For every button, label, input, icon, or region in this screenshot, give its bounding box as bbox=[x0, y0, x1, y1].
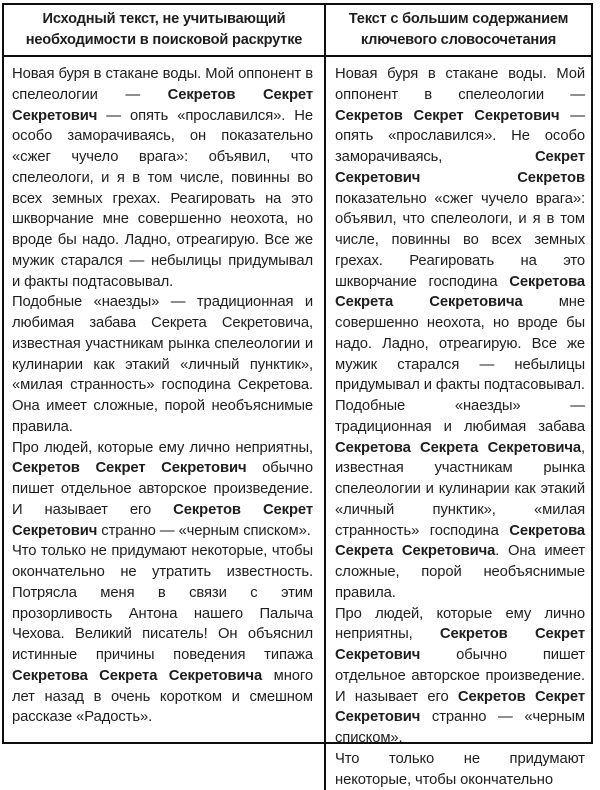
body-text: Что только не придумают некоторые, чтобы окончательно не утратить известность. Потрясла меня в связи с этим прозорливость Антона нашего Палыча Чехова. Великий писатель! Он объяснил истинные причины поведения типажа bbox=[12, 543, 313, 663]
keyword-phrase: Секрет Секретович Секретов bbox=[335, 149, 585, 186]
keyword-phrase: Секретова Секрета Секретовича bbox=[12, 667, 263, 684]
body-text: странно — «черным списком». bbox=[335, 709, 585, 746]
keyword-phrase: Секретов Секрет Секретович bbox=[335, 626, 585, 663]
column-header-keyword bbox=[326, 5, 591, 57]
paragraph bbox=[335, 604, 585, 749]
paragraph bbox=[12, 541, 313, 728]
body-text: Подобные «наезды» — традиционная и любимая забава Секрета Секретовича, известная участникам рынка спелеологии и кулинарии как этакий «личный пунктик», «милая странность» господина Секретова. Она имеет сложные, порой необъяснимые правила. bbox=[12, 294, 313, 435]
body-text: , известная участникам рынка спелеологии и кулинарии как этакий «личный пунктик», «милая странность» господина bbox=[335, 439, 585, 539]
header-line: Текст с большим содержанием bbox=[348, 10, 569, 27]
body-text: Новая буря в стакане воды. Мой оппонент в спелеологии — bbox=[335, 66, 585, 103]
paragraph bbox=[12, 292, 313, 437]
keyword-phrase: Секретов Секрет Секретович bbox=[335, 688, 585, 726]
body-text: — опять «прославился». Не особо заморачиваясь, bbox=[335, 107, 585, 165]
body-text: обычно пишет отдельное авторское произведение. И называет его bbox=[12, 460, 313, 518]
body-text: . Она имеет сложные, порой необъяснимые правила. bbox=[335, 543, 586, 601]
column-body-keyword bbox=[326, 57, 591, 790]
column-header-original bbox=[4, 5, 326, 57]
header-line: ключевого словосочетания bbox=[360, 31, 557, 48]
body-text: Про людей, которые ему лично неприятны, bbox=[12, 439, 313, 456]
keyword-phrase: Секретов Секрет Секретович bbox=[335, 107, 560, 124]
header-line: необходимости в поисковой раскрутке bbox=[25, 31, 303, 48]
column-body-original bbox=[4, 57, 326, 790]
body-text: — опять «прославился». Не особо заморачиваясь, он показательно «сжег чучело врага»: объявил, что спелеологи, и я в том числе, повинны во всех земных грехах. Реагировать на это шкворчание мне совершенно неохота, но вроде бы надо. Ладно, отреагирую. Все же мужик старался — небылицы придумывал и факты подтасовывал. bbox=[12, 107, 313, 290]
paragraph bbox=[12, 64, 313, 292]
paragraph bbox=[335, 64, 585, 396]
body-text: мне совершенно неохота, но вроде бы надо. Ладно, отреагирую. Все же мужик старался — небылицы придумывал и факты подтасовывал. bbox=[335, 294, 585, 394]
body-text: Про людей, которые ему лично неприятны, bbox=[335, 605, 585, 643]
body-text: много лет назад в очень коротком и смешном рассказе «Радость». bbox=[12, 667, 313, 726]
header-line: Исходный текст, не учитывающий bbox=[42, 10, 286, 27]
paragraph bbox=[335, 749, 585, 790]
keyword-phrase: Секретов Секрет Секретович bbox=[12, 86, 313, 124]
body-text: показательно «сжег чучело врага»: объявил, что спелеологи, и я в том числе, повинны во всех земных грехах. Реагировать на это шкворчание господина bbox=[335, 190, 585, 290]
body-text: Подобные «наезды» — традиционная и любимая забава bbox=[335, 398, 585, 435]
body-text: обычно пишет отдельное авторское произведение. И называет его bbox=[335, 647, 585, 705]
keyword-phrase: Секретов Секрет Секретович bbox=[12, 460, 247, 477]
paragraph bbox=[335, 396, 585, 604]
keyword-phrase: Секретов Секрет Секретович bbox=[12, 501, 313, 539]
body-text: Новая буря в стакане воды. Мой оппонент в спелеологии — bbox=[12, 66, 313, 103]
body-text: странно — «черным списком». bbox=[97, 522, 311, 539]
paragraph bbox=[12, 438, 313, 542]
body-text: Что только не придумают некоторые, чтобы окончательно bbox=[335, 750, 585, 788]
keyword-phrase: Секретова Секрета Секретовича bbox=[335, 522, 585, 560]
comparison-table bbox=[2, 3, 593, 788]
keyword-phrase: Секретова Секрета Секретовича bbox=[335, 273, 585, 311]
keyword-phrase: Секретова Секрета Секретовича bbox=[335, 439, 581, 456]
